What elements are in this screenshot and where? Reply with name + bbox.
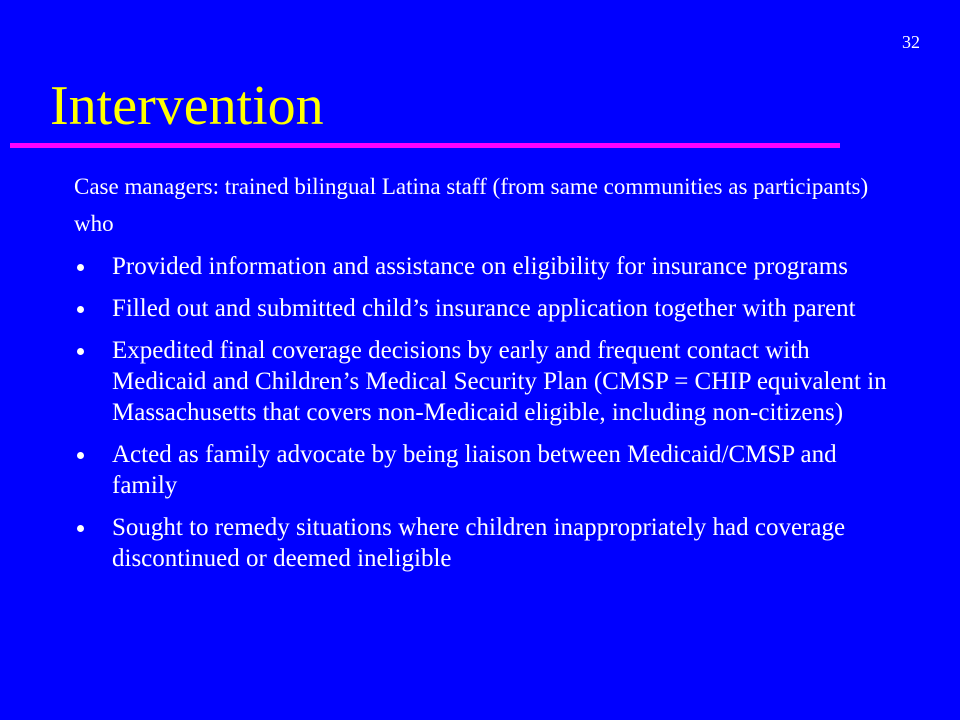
bullet-item xyxy=(74,293,904,324)
slide-title: Intervention xyxy=(50,75,324,137)
intro-text: Case managers: trained bilingual Latina staff (from same communities as participants) who xyxy=(74,174,869,236)
bullet-text: Expedited final coverage decisions by early and frequent contact with Medicaid and Children’s Medical Security Plan (CMSP = CHIP equivalent in Massachusetts that covers non-Medicaid eligible, including non-citizens) xyxy=(112,337,887,426)
bullet-item xyxy=(74,251,904,282)
bullet-text: Acted as family advocate by being liaison between Medicaid/CMSP and family xyxy=(112,441,837,499)
bullet-text: Sought to remedy situations where children inappropriately had coverage discontinued or deemed ineligible xyxy=(112,514,846,572)
bullet-item xyxy=(74,512,904,574)
bullet-item xyxy=(74,439,904,501)
bullet-dot-icon xyxy=(77,264,84,271)
bullet-list xyxy=(74,251,904,585)
bullet-text: Filled out and submitted child’s insurance application together with parent xyxy=(112,295,856,322)
bullet-dot-icon xyxy=(77,348,84,355)
bullet-item xyxy=(74,335,904,428)
bullet-dot-icon xyxy=(77,525,84,532)
slide-number: 32 xyxy=(902,32,920,52)
bullet-dot-icon xyxy=(77,452,84,459)
bullet-text: Provided information and assistance on eligibility for insurance programs xyxy=(112,253,848,280)
title-underline xyxy=(10,143,840,148)
bullet-dot-icon xyxy=(77,306,84,313)
